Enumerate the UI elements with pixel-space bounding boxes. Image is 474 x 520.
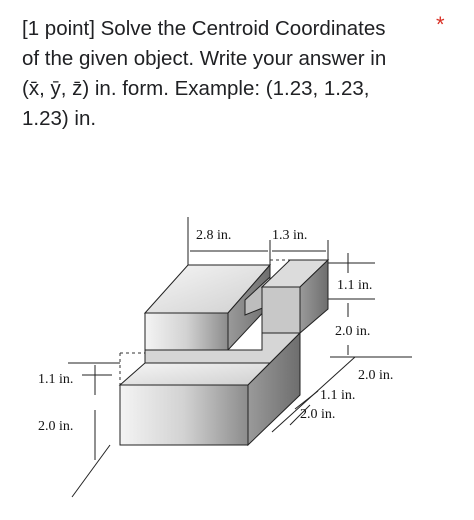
- dim-right-1: 1.1 in.: [337, 278, 373, 293]
- question-line-2: of the given object. Write your answer in: [22, 47, 387, 70]
- dim-right-4: 1.1 in.: [320, 388, 356, 403]
- question-line-3: (x̄, ȳ, z̄) in. form. Example: (1.23, 1.23,: [22, 77, 370, 100]
- dim-top-left: 2.8 in.: [196, 228, 232, 243]
- dim-right-2: 2.0 in.: [335, 324, 371, 339]
- question-line-4: 1.23) in.: [22, 107, 97, 130]
- dim-top-right: 1.3 in.: [272, 228, 308, 243]
- question-line-1: [1 point] Solve the Centroid Coordinates: [22, 17, 386, 40]
- dim-right-3: 2.0 in.: [358, 368, 394, 383]
- dim-right-5: 2.0 in.: [300, 407, 336, 422]
- object-figure: [0, 205, 474, 520]
- dim-left-1: 1.1 in.: [38, 372, 74, 387]
- question-text: [22, 14, 432, 134]
- dim-left-2: 2.0 in.: [38, 419, 74, 434]
- required-asterisk: *: [436, 12, 445, 37]
